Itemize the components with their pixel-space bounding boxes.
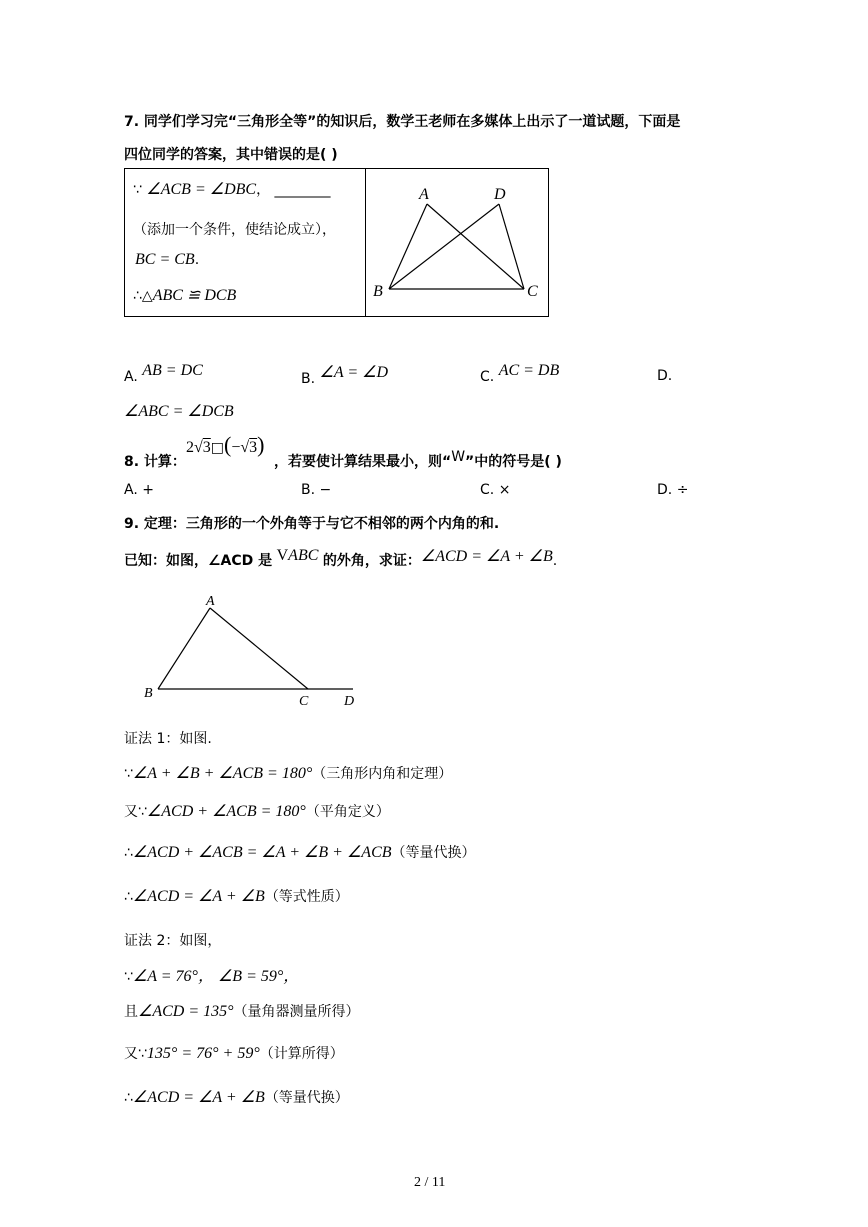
option-expr: AB = DC bbox=[142, 362, 203, 379]
q9-triangle-symbol: V bbox=[276, 547, 289, 564]
proof2-line-2 bbox=[124, 1001, 360, 1021]
therefore-triangle: ∴△ bbox=[133, 288, 153, 304]
q8-coef: 2 bbox=[186, 439, 194, 456]
line-reason: （量角器测量所得） bbox=[233, 1004, 360, 1020]
option-text: − bbox=[319, 482, 332, 498]
q8-option-c[interactable] bbox=[480, 482, 510, 498]
q9-triangle-figure bbox=[140, 590, 370, 715]
option-expr: AC = DB bbox=[498, 362, 560, 379]
line-reason: （等式性质） bbox=[264, 889, 349, 905]
q7-stem-line1: 7. 同学们学习完“三角形全等”的知识后，数学王老师在多媒体上出示了一道试题，下面是 bbox=[124, 114, 681, 130]
line-reason: （等量代换） bbox=[391, 845, 476, 861]
q9-label-c: C bbox=[299, 694, 309, 709]
q8-minus: − bbox=[231, 439, 241, 456]
q9-label-a: A bbox=[206, 594, 215, 609]
line-prefix: ∵ bbox=[124, 969, 133, 985]
q9-label-d: D bbox=[344, 694, 355, 709]
q8-option-a[interactable] bbox=[124, 482, 154, 498]
line-prefix: ∴ bbox=[124, 1090, 133, 1106]
option-letter: B. bbox=[301, 371, 316, 387]
line-prefix: ∴ bbox=[124, 845, 133, 861]
proof1-line-1 bbox=[124, 763, 452, 783]
q7-answer-blank[interactable]: ________ bbox=[274, 182, 331, 198]
q7-label-b: B bbox=[373, 283, 383, 300]
line-expr: ∠ACD = ∠A + ∠B bbox=[132, 888, 265, 905]
option-letter: B. bbox=[301, 482, 316, 498]
option-letter: D. bbox=[657, 482, 673, 498]
option-letter: C. bbox=[480, 482, 495, 498]
q7-bc-line bbox=[135, 251, 199, 269]
q9-known-mid: 的外角，求证： bbox=[322, 553, 421, 569]
line-expr: ∠ACD = 135° bbox=[138, 1003, 234, 1020]
q9-known-end: . bbox=[552, 553, 558, 569]
line-expr: ∠ACD + ∠ACB = ∠A + ∠B + ∠ACB bbox=[132, 844, 392, 861]
q7-hint: （添加一个条件，使结论成立）， bbox=[133, 222, 336, 238]
q7-conclusion-line bbox=[133, 285, 236, 305]
sqrt-icon: √ bbox=[194, 439, 203, 456]
line-expr: ∠A = 76°， ∠B = 59°， bbox=[132, 968, 300, 985]
option-text: ÷ bbox=[676, 482, 689, 498]
line-reason: （计算所得） bbox=[259, 1046, 344, 1062]
proof2-line-3 bbox=[124, 1043, 344, 1063]
q8-option-d[interactable] bbox=[657, 482, 688, 498]
line-reason: （三角形内角和定理） bbox=[312, 766, 453, 782]
q7-bc-dot: . bbox=[194, 252, 200, 268]
q7-option-c[interactable] bbox=[480, 362, 560, 385]
q7-label-c: C bbox=[527, 283, 538, 300]
q9-known-expr: ∠ACD = ∠A + ∠B bbox=[420, 548, 553, 565]
q8-symbol: W bbox=[451, 449, 466, 465]
line-prefix: ∵ bbox=[124, 766, 133, 782]
line-expr: ∠ACD = ∠A + ∠B bbox=[132, 1089, 265, 1106]
q8-suffix2-text: ”中的符号是( ) bbox=[465, 454, 562, 470]
q7-given-line bbox=[133, 179, 331, 199]
line-expr: ∠ACD + ∠ACB = 180° bbox=[146, 803, 306, 820]
q7-given-sep: ， bbox=[256, 182, 271, 198]
option-letter: A. bbox=[124, 369, 138, 385]
option-letter: A. bbox=[124, 482, 138, 498]
q9-triangle-name: ABC bbox=[288, 547, 319, 564]
sqrt-icon: √ bbox=[240, 439, 250, 456]
option-letter: C. bbox=[480, 369, 495, 385]
option-expr: ∠A = ∠D bbox=[319, 364, 389, 381]
q7-table bbox=[124, 168, 549, 317]
q8-suffix bbox=[274, 451, 562, 471]
line-reason: （平角定义） bbox=[305, 804, 390, 820]
page-number: 2 / 11 bbox=[414, 1175, 446, 1190]
q8-expression bbox=[186, 432, 264, 458]
q8-rad1: 3 bbox=[202, 439, 211, 456]
option-text: + bbox=[142, 482, 154, 498]
line-prefix: 又∵ bbox=[124, 804, 147, 820]
q8-option-b[interactable] bbox=[301, 482, 331, 498]
q9-known-prefix: 已知：如图，∠ACD 是 bbox=[124, 553, 273, 569]
q7-option-a[interactable] bbox=[124, 362, 203, 385]
because-symbol: ∵ bbox=[133, 182, 142, 198]
q9-label-b: B bbox=[144, 686, 153, 701]
line-prefix: ∴ bbox=[124, 889, 133, 905]
paren-open-icon: ( bbox=[224, 432, 232, 457]
q7-quadrilateral-figure bbox=[366, 169, 548, 316]
q7-label-d: D bbox=[494, 186, 506, 203]
q9-known-line bbox=[124, 547, 558, 570]
line-prefix: 又∵ bbox=[124, 1046, 147, 1062]
q8-box: □ bbox=[210, 440, 225, 456]
q7-option-d-expr: ∠ABC = ∠DCB bbox=[124, 403, 234, 420]
proof2-line-1 bbox=[124, 963, 299, 986]
q7-given-expr: ∠ACB = ∠DBC bbox=[146, 181, 257, 198]
line-expr: 135° = 76° + 59° bbox=[146, 1045, 260, 1062]
proof2-line-4 bbox=[124, 1087, 349, 1107]
q7-table-left-cell bbox=[125, 169, 366, 317]
q7-conclusion-expr: ABC ≌ DCB bbox=[152, 287, 237, 304]
paren-close-icon: ) bbox=[257, 432, 265, 457]
line-prefix: 且 bbox=[124, 1004, 138, 1020]
option-text: × bbox=[498, 482, 511, 498]
q7-option-b[interactable] bbox=[301, 362, 389, 387]
q7-stem-line2: 四位同学的答案，其中错误的是( ) bbox=[124, 147, 338, 163]
q8-rad2: 3 bbox=[249, 439, 258, 456]
q9-theorem: 9. 定理：三角形的一个外角等于与它不相邻的两个内角的和. bbox=[124, 516, 500, 532]
proof1-title: 证法 1：如图. bbox=[124, 731, 212, 747]
q8-prefix: 8. 计算： bbox=[124, 454, 186, 470]
q7-bc-expr: BC = CB bbox=[135, 251, 195, 268]
q7-label-a: A bbox=[419, 186, 429, 203]
q7-table-figure-cell bbox=[366, 169, 549, 317]
proof1-line-2 bbox=[124, 801, 390, 821]
line-expr: ∠A + ∠B + ∠ACB = 180° bbox=[132, 765, 313, 782]
line-reason: （等量代换） bbox=[264, 1090, 349, 1106]
proof1-line-3 bbox=[124, 842, 476, 862]
proof2-title: 证法 2：如图， bbox=[124, 933, 222, 949]
q7-option-d-letter[interactable]: D. bbox=[657, 368, 673, 384]
proof1-line-4 bbox=[124, 886, 349, 906]
q8-suffix-text: ，若要使计算结果最小，则“ bbox=[274, 454, 452, 470]
